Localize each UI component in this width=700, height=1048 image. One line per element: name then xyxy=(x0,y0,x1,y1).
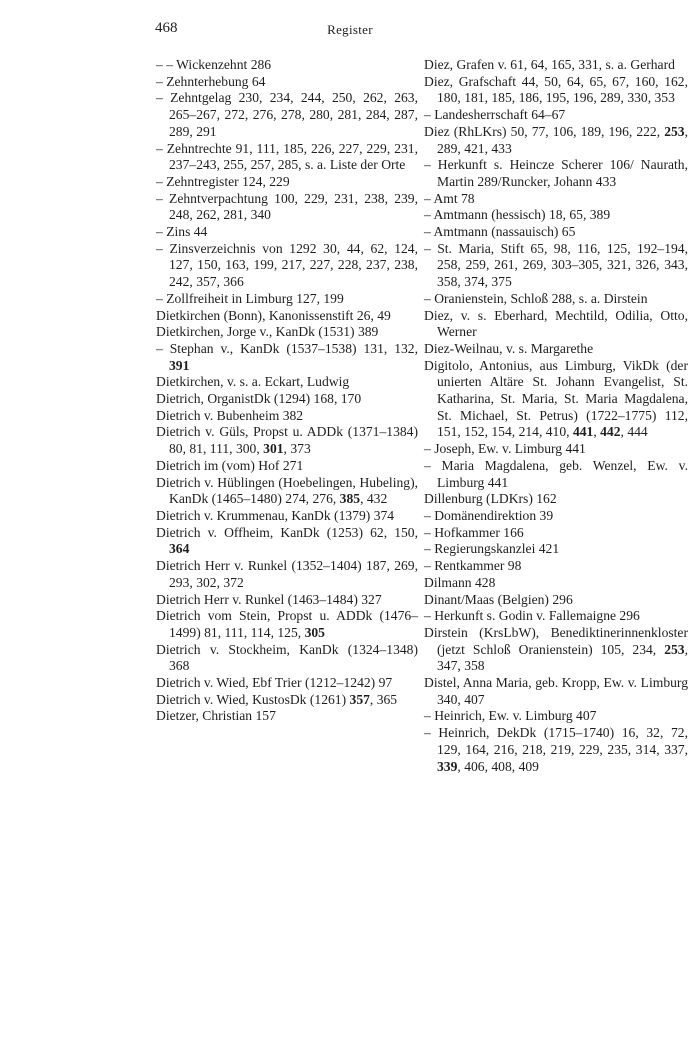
index-entry-text: , xyxy=(593,424,601,440)
index-entry-text: – Zins 44 xyxy=(156,224,208,240)
index-entry xyxy=(156,374,418,391)
index-entry-text: Dietrich v. Stockheim, KanDk (1324–1348) 368 xyxy=(156,641,418,674)
index-entry xyxy=(156,57,418,74)
index-entry xyxy=(424,157,688,190)
index-entry xyxy=(424,241,688,291)
index-entry xyxy=(424,508,688,525)
index-entry xyxy=(156,224,418,241)
index-entry-page-bold: 253 xyxy=(664,123,685,139)
index-entry xyxy=(156,508,418,525)
index-entry xyxy=(424,541,688,558)
index-entry-page-bold: 442 xyxy=(600,424,621,440)
index-entry-text: – Joseph, Ew. v. Limburg 441 xyxy=(424,441,586,457)
index-entry-text: – Zehntregister 124, 229 xyxy=(156,173,290,189)
index-entry xyxy=(156,241,418,291)
index-entry-text: Dietrich v. Bubenheim 382 xyxy=(156,407,304,423)
index-entry-text: – Oranienstein, Schloß 288, s. a. Dirstein xyxy=(424,290,648,306)
index-entry-text: , 289, 421, 433 xyxy=(437,123,688,156)
index-entry-text: – Zehntrechte 91, 111, 185, 226, 227, 229, 231, 237–243, 255, 257, 285, s. a. Liste der Orte xyxy=(156,140,418,173)
index-entry-text: – Zehnterhebung 64 xyxy=(156,73,266,89)
index-entry xyxy=(156,675,418,692)
index-entry xyxy=(424,341,688,358)
index-entry-text: , 373 xyxy=(283,441,311,457)
index-entry xyxy=(156,642,418,675)
index-entry xyxy=(156,692,418,709)
index-entry-text: Dietkirchen, Jorge v., KanDk (1531) 389 xyxy=(156,324,379,340)
index-entry-text: Dietkirchen, v. s. a. Eckart, Ludwig xyxy=(156,374,350,390)
index-entry-text: Dinant/Maas (Belgien) 296 xyxy=(424,591,573,607)
index-entry-text: Dietrich, OrganistDk (1294) 168, 170 xyxy=(156,391,362,407)
index-entry-text: , 365 xyxy=(369,691,398,707)
index-entry xyxy=(156,341,418,374)
index-entry xyxy=(424,725,688,775)
index-entry xyxy=(424,708,688,725)
index-entry-text: – Herkunft s. Heincze Scherer 106/ Naurath, Martin 289/Runcker, Johann 433 xyxy=(424,157,688,189)
index-entry-text: – Heinrich, Ew. v. Limburg 407 xyxy=(424,708,597,724)
index-entry-text: – Regierungskanzlei 421 xyxy=(424,541,560,557)
index-entry xyxy=(156,308,418,325)
index-entry-text: – Hofkammer 166 xyxy=(424,524,524,540)
index-entry-page-bold: 391 xyxy=(169,357,190,373)
index-entry xyxy=(424,625,688,675)
index-entry-text: Dietrich v. Wied, Ebf Trier (1212–1242) 97 xyxy=(156,675,393,691)
index-entry xyxy=(156,141,418,174)
index-entry-text: – St. Maria, Stift 65, 98, 116, 125, 192–194, 258, 259, 261, 269, 303–305, 321, 326, 343, 358, 374, 375 xyxy=(424,240,688,290)
index-entry-text: Dietrich v. Krummenau, KanDk (1379) 374 xyxy=(156,507,395,523)
index-entry xyxy=(424,207,688,224)
index-entry-text: Dietrich v. Offheim, KanDk (1253) 62, 150, xyxy=(156,524,418,540)
index-entry-text: Diez (RhLKrs) 50, 77, 106, 189, 196, 222, xyxy=(424,123,665,139)
index-entry-text: Dietrich v. Wied, KustosDk (1261) xyxy=(156,691,350,707)
index-entry xyxy=(424,224,688,241)
index-entry xyxy=(156,708,418,725)
index-entry-page-bold: 364 xyxy=(169,541,190,557)
index-entry xyxy=(424,608,688,625)
index-entry-page-bold: 385 xyxy=(339,491,361,507)
index-entry-text: Dietrich vom Stein, Propst u. ADDk (1476–1499) 81, 111, 114, 125, xyxy=(156,608,418,640)
index-entry xyxy=(156,558,418,591)
index-entry-text: Digitolo, Antonius, aus Limburg, VikDk (der unierten Altäre St. Johann Evangelist, St. Katharina, St. Maria, St. Maria Magdalena, St. Michael, St. Petrus) (1722–1775) 112, 151, 152, 154, 214, 410, xyxy=(424,357,688,440)
index-entry xyxy=(424,124,688,157)
index-entry-text: Dietrich v. Güls, Propst u. ADDk (1371–1384) 80, 81, 111, 300, xyxy=(156,424,418,457)
index-entry xyxy=(424,675,688,708)
index-entry-text: Dietrich im (vom) Hof 271 xyxy=(156,457,304,473)
index-entry xyxy=(424,575,688,592)
index-entry-text: Distel, Anna Maria, geb. Kropp, Ew. v. Limburg 340, 407 xyxy=(424,675,688,707)
index-column-right xyxy=(424,57,688,775)
index-entry-text: – Zinsverzeichnis von 1292 30, 44, 62, 124, 127, 150, 163, 199, 217, 227, 228, 237, 238, 242, 357, 366 xyxy=(156,240,418,290)
index-entry-text: Dietrich v. Hüblingen (Hoebelingen, Hubeling), KanDk (1465–1480) 274, 276, xyxy=(156,474,418,507)
index-entry xyxy=(156,525,418,558)
index-entry-page-bold: 441 xyxy=(572,424,594,440)
index-entry xyxy=(424,308,688,341)
index-entry xyxy=(156,608,418,641)
index-entry xyxy=(424,458,688,491)
index-entry-text: – Herkunft s. Godin v. Fallemaigne 296 xyxy=(424,608,640,624)
page-number: 468 xyxy=(155,20,178,36)
index-entry-text: – Heinrich, DekDk (1715–1740) 16, 32, 72, 129, 164, 216, 218, 219, 229, 235, 314, 337, xyxy=(424,725,688,757)
index-entry-text: Dilmann 428 xyxy=(424,574,496,590)
index-entry-text: Diez, Grafen v. 61, 64, 165, 331, s. a. Gerhard xyxy=(424,57,675,72)
index-entry xyxy=(156,475,418,508)
index-entry-text: – Zehntverpachtung 100, 229, 231, 238, 239, 248, 262, 281, 340 xyxy=(156,190,418,223)
index-entry xyxy=(424,525,688,542)
index-entry xyxy=(424,57,688,74)
index-entry xyxy=(156,592,418,609)
page-header xyxy=(0,20,700,44)
index-entry xyxy=(424,491,688,508)
index-entry-page-bold: 253 xyxy=(664,641,685,657)
index-entry-text: Diez-Weilnau, v. s. Margarethe xyxy=(424,340,594,356)
index-entry-text: – Domänendirektion 39 xyxy=(424,507,554,523)
index-entry xyxy=(156,458,418,475)
index-entry xyxy=(424,558,688,575)
index-entry-page-bold: 357 xyxy=(349,691,370,707)
index-entry xyxy=(424,592,688,609)
index-entry-text: – Amtmann (nassauisch) 65 xyxy=(424,224,576,240)
index-entry-text: – Zehntgelag 230, 234, 244, 250, 262, 263, 265–267, 272, 276, 278, 280, 281, 284, 287, 289, 291 xyxy=(156,90,418,139)
index-entry-text: Dietrich Herr v. Runkel (1352–1404) 187, 269, 293, 302, 372 xyxy=(156,558,418,590)
index-entry xyxy=(156,291,418,308)
index-entry-text: – – Wickenzehnt 286 xyxy=(156,57,272,72)
index-entry xyxy=(156,391,418,408)
index-entry xyxy=(424,107,688,124)
index-entry-text: Diez, v. s. Eberhard, Mechtild, Odilia, Otto, Werner xyxy=(424,307,688,340)
index-entry-page-bold: 301 xyxy=(263,441,284,457)
index-entry-text: , 444 xyxy=(620,424,648,440)
index-entry xyxy=(424,441,688,458)
index-entry-text: – Landesherrschaft 64–67 xyxy=(424,107,566,123)
index-entry-text: – Amtmann (hessisch) 18, 65, 389 xyxy=(424,207,611,223)
index-entry xyxy=(424,291,688,308)
index-entry xyxy=(156,424,418,457)
index-entry-text: Diez, Grafschaft 44, 50, 64, 65, 67, 160, 162, 180, 181, 185, 186, 195, 196, 289, 330, 353 xyxy=(424,73,688,106)
index-entry-text: Dietzer, Christian 157 xyxy=(156,708,276,724)
index-entry-text: Dietrich Herr v. Runkel (1463–1484) 327 xyxy=(156,591,382,607)
index-entry-text: Dillenburg (LDKrs) 162 xyxy=(424,491,557,507)
index-entry-text: , 432 xyxy=(360,491,388,507)
index-entry-text: – Zollfreiheit in Limburg 127, 199 xyxy=(156,290,344,306)
index-entry-text: Dirstein (KrsLbW), Benediktinerinnenkloster (jetzt Schloß Oranienstein) 105, 234, xyxy=(424,624,688,657)
index-entry-page-bold: 305 xyxy=(304,624,325,640)
index-entry xyxy=(424,74,688,107)
index-column-left xyxy=(156,57,418,725)
index-entry-text: – Maria Magdalena, geb. Wenzel, Ew. v. Limburg 441 xyxy=(424,457,688,490)
index-entry-text: , 406, 408, 409 xyxy=(457,758,539,774)
index-entry xyxy=(424,191,688,208)
running-head: Register xyxy=(327,22,373,37)
index-entry-text: Dietkirchen (Bonn), Kanonissenstift 26, 49 xyxy=(156,307,391,323)
index-entry xyxy=(156,74,418,91)
index-entry-text: , 347, 358 xyxy=(437,641,688,674)
index-entry xyxy=(156,408,418,425)
index-entry xyxy=(424,358,688,442)
index-entry xyxy=(156,191,418,224)
index-entry-text: – Rentkammer 98 xyxy=(424,558,522,574)
index-entry-page-bold: 339 xyxy=(437,758,458,774)
index-entry-text: – Amt 78 xyxy=(424,190,475,206)
index-entry xyxy=(156,90,418,140)
index-entry-text: – Stephan v., KanDk (1537–1538) 131, 132, xyxy=(156,340,418,356)
index-entry xyxy=(156,324,418,341)
index-entry xyxy=(156,174,418,191)
